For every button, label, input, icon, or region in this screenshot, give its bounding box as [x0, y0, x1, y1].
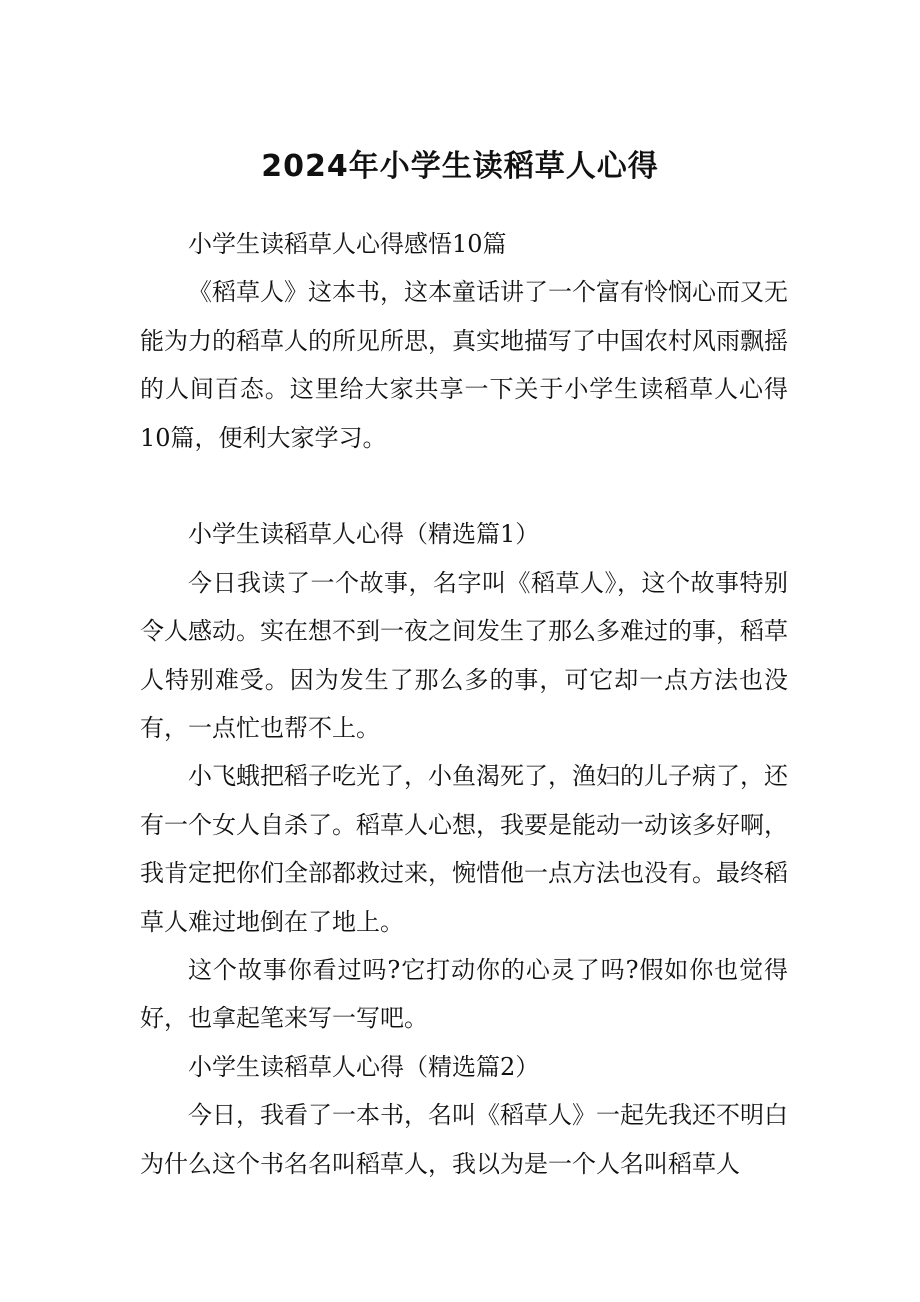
document-title: 2024年小学生读稻草人心得 — [261, 149, 659, 184]
paragraph-spacer — [140, 462, 788, 510]
section-heading-2: 小学生读稻草人心得（精选篇2） — [188, 1052, 540, 1081]
paragraph: 今日我读了一个故事，名字叫《稻草人》，这个故事特别令人感动。实在想不到一夜之间发生了那么多难过的事，稻草人特别难受。因为发生了那么多的事，可它却一点方法也没有，一点忙也帮不上。 — [140, 568, 788, 743]
paragraph-intro: 《稻草人》这本书，这本童话讲了一个富有怜悯心而又无能为力的稻草人的所见所思，真实地描写了中国农村风雨飘摇的人间百态。这里给大家共享一下关于小学生读稻草人心得10篇，便利大家学习。 — [140, 278, 788, 452]
paragraph: 这个故事你看过吗?它打动你的心灵了吗?假如你也觉得好，也拿起笔来写一写吧。 — [140, 956, 788, 1033]
section-heading-1: 小学生读稻草人心得（精选篇1） — [188, 520, 540, 549]
paragraph: 小飞蛾把稻子吃光了，小鱼渴死了，渔妇的儿子病了，还有一个女人自杀了。稻草人心想，我要是能动一动该多好啊，我肯定把你们全部都救过来，惋惜他一点方法也没有。最终稻草人难过地倒在了地上。 — [140, 762, 788, 936]
document-body — [140, 220, 788, 1188]
paragraph: 今日，我看了一本书，名叫《稻草人》一起先我还不明白为什么这个书名名叫稻草人，我以为是一个人名叫稻草人 — [140, 1101, 788, 1178]
paragraph-subtitle: 小学生读稻草人心得感悟10篇 — [188, 230, 507, 258]
